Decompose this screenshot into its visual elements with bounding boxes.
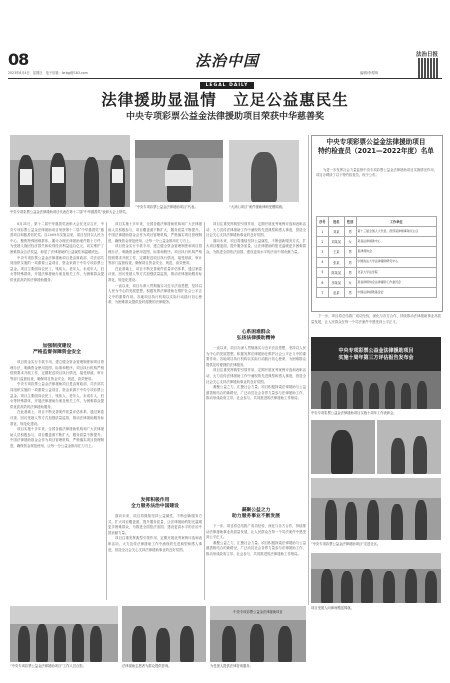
paragraph: 项目注重发挥典型引领作用，定期开展优秀案例评选和表彰活动，大力宣传法律援助工作中涌现的先进典型和感人事迹，营造全社会关心支持法律援助事业的良好氛围。 [206, 368, 306, 384]
editor-credit: 编辑/李煜琦 [360, 71, 379, 75]
nominee-cell: 1 [317, 227, 329, 237]
nominee-cell: 7 [317, 288, 329, 298]
column-divider [106, 222, 107, 600]
nominee-cell: 中国法律援助基金会 [356, 288, 436, 298]
main-headline: 法律援助显温情 立足公益惠民生 [101, 91, 349, 109]
section-heading-2 [206, 330, 306, 342]
nominee-cell: 张某 [328, 257, 344, 267]
nominee-row [317, 247, 437, 257]
article-column-2 [108, 222, 202, 422]
nominee-row [317, 288, 437, 298]
photo-legal-service [210, 606, 306, 662]
nominee-cell: 5 [317, 267, 329, 277]
nominee-row [317, 237, 437, 247]
nominee-row [317, 277, 437, 287]
nominee-row [317, 227, 437, 237]
nominee-cell: 女 [344, 277, 356, 287]
masthead [188, 50, 266, 90]
header-divider [8, 78, 442, 79]
photo-sign-text: 中央专项彩票公益金法律援助项目 [233, 610, 283, 614]
section-heading-text: 心系困难群众 弘扬法律援助精神 [236, 330, 276, 341]
paragraph: 下一步，项目将总结推广成功经验，深化与各方合作，持续推动法律援助事业高质量发展，让人民群众在每一个司法案件中感受到公平正义。 [206, 524, 306, 540]
nominee-row [317, 257, 437, 267]
paragraph: 项目资金实行专款专用，建立健全资金管理制度和项目管理办法，明确资金使用范围、标准和程序。项目执行机构严格按照要求开展工作，定期报送项目执行情况，接受财政、审计等部门监督检查，确保项目资金安全、规范、高效使用。 [108, 244, 202, 266]
photo-public-event [311, 553, 441, 603]
paragraph: 面向未来，项目将继续坚持公益属性，不断创新服务方式，扩大项目覆盖面，提升服务质量，让法律援助的阳光温暖更多困难群众，为推进全面依法治国、建设更高水平的法治中国贡献力量。 [206, 238, 306, 254]
header-meta-left: 2023年6月4日 星期日 电子信箱：fzrbgj@163.com [8, 71, 88, 75]
photo-consultation [311, 420, 375, 474]
photo-award-ceremony [10, 135, 130, 207]
nominee-cell: 王某 [328, 247, 344, 257]
nominee-cell: 4 [317, 257, 329, 267]
paragraph: 凝聚公益之力，汇聚社会力量。项目积极探索法律援助与公益慈善相结合的新路径，广泛动员社会各界力量参与法律援助工作，推动形成政府主导、社会参与、共同推进的法律援助工作格局。 [206, 385, 306, 401]
article-column-3b [206, 346, 306, 496]
nominee-cell: 中国政法大学法律援助研究中心 [356, 257, 436, 267]
paragraph: 项目实施十多年来，全国各级法律援助机构和广大法律援助人员积极参与，项目覆盖面不断扩大，服务质量不断提升。中国法律援助基金会作为项目管理机构，严格落实项目管理制度，确保资金规范使用，让每一分公益金都用在刀刃上。 [10, 427, 104, 448]
paragraph: 面向未来，项目将继续坚持公益属性，不断创新服务方式，扩大项目覆盖面，提升服务质量，让法律援助的阳光温暖更多困难群众，为推进全面依法治国、建设更高水平的法治中国贡献力量。 [108, 514, 202, 535]
article-column-3c [206, 524, 306, 596]
caption-community-visit: “中央专项彩票公益金法律援助项目”走进社区。 [311, 542, 381, 546]
article-column-right [311, 314, 441, 334]
nominee-table [316, 216, 437, 298]
nominee-cell: 北京大学法学院 [356, 267, 436, 277]
photo-volunteer-consult [122, 606, 206, 662]
paragraph: 下一步，项目将总结推广成功经验，深化与各方合作，持续推动法律援助事业高质量发展，让人民群众在每一个司法案件中感受到公平正义。 [311, 314, 441, 324]
nominee-cell: 男 [344, 257, 356, 267]
nominee-cell: 陈某某 [328, 267, 344, 277]
banner-text [311, 348, 441, 362]
qr-code-icon [418, 58, 438, 78]
caption-legal-service: 为受援人提供法律咨询服务。 [210, 664, 253, 668]
article-column-2b [108, 514, 202, 594]
nominee-column-header: 性别 [344, 217, 356, 227]
nominee-intro: 为进一步发挥社会力量监督中央专项彩票公益金法律援助项目实施情况作用，项目办聘请了以下特约检查员，现予公布。 [316, 168, 437, 177]
paragraph: 项目注重发挥典型引领作用，定期开展优秀案例评选和表彰活动，大力宣传法律援助工作中涌现的先进典型和感人事迹，营造全社会关心支持法律援助事业的良好氛围。 [206, 222, 306, 238]
paragraph: 项目实施十多年来，全国各级法律援助机构和广大法律援助人员积极参与，项目覆盖面不断扩大，服务质量不断提升。中国法律援助基金会作为项目管理机构，严格落实项目管理制度，确保资金规范使用，让每一分公益金都用在刀刃上。 [108, 222, 202, 243]
caption-project-representative: “中央专项彩票公益金法律援助项目”代表。 [135, 205, 198, 209]
page-number: 08 [8, 50, 29, 69]
nominee-cell: 某省律师协会法律援助工作委员会 [356, 277, 436, 287]
banner-line2: 实施十周年第三方评估报告发布会 [338, 355, 414, 361]
nominee-column-header: 工作单位 [356, 217, 436, 227]
photo-team [10, 606, 118, 662]
caption-banner-gift: 项目受援人向律师赠送锦旗。 [311, 606, 354, 610]
nominee-cell: 刘某某 [328, 237, 344, 247]
nominee-cell: 2 [317, 237, 329, 247]
nominee-cell: 某省法律援助中心 [356, 237, 436, 247]
paragraph: 一直以来，项目办深入贯彻落实习近平法治思想，坚持以人民为中心的发展思想，积极发挥法律援助在维护社会公平正义中的重要作用。各地项目执行机构以实际行动践行初心使命，为困难群众提供及时便捷的法律服务。 [206, 346, 306, 367]
nominee-cell: 男 [344, 247, 356, 257]
nominee-title-line1: 中央专项彩票公益金法律援助项目 [326, 138, 426, 146]
nominee-cell: 李某某 [328, 277, 344, 287]
paragraph: 在此基础上，项目不断完善案件质量评估体系，通过案卷评查、回访受援人等方式加强质量监管，推动法律援助服务标准化、规范化建设。 [108, 266, 202, 282]
photo-lawyer-banner [229, 140, 299, 202]
paragraph: 在此基础上，项目不断完善案件质量评估体系，通过案卷评查、回访受援人等方式加强质量监管，推动法律援助服务标准化、规范化建设。 [10, 410, 104, 426]
nominee-row [317, 267, 437, 277]
masthead-subtitle: LEGAL DAILY [200, 82, 255, 89]
section-heading-1 [10, 344, 104, 356]
article-column-3 [206, 222, 306, 322]
nominee-cell: 男 [344, 288, 356, 298]
paragraph: 项目注重发挥典型引领作用，定期开展优秀案例评选和表彰活动，大力宣传法律援助工作中涌现的先进典型和感人事迹，营造全社会关心支持法律援助事业的良好氛围。 [108, 536, 202, 552]
section-heading-4 [206, 508, 306, 520]
paragraph: 项目资金实行专款专用，建立健全资金管理制度和项目管理办法，明确资金使用范围、标准和程序。项目执行机构严格按照要求开展工作，定期报送项目执行情况，接受财政、审计等部门监督检查，确保项目资金安全、规范、高效使用。 [10, 360, 104, 381]
section-heading-3 [108, 498, 202, 510]
photo-meeting-room [377, 420, 441, 474]
paragraph: 中央专项彩票公益金法律援助项目是由财政部、司法部共同组织实施的一项重要公益项目，资金来源于中央专项彩票公益金。项目主要面向农民工、残疾人、老年人、未成年人、妇女等特殊群体，开展法律援助办案及相关工作，为困难群众提供优质高效的法律援助服务。 [10, 382, 104, 409]
masthead-title: 法治中国 [194, 52, 259, 70]
nominee-cell: 女 [344, 237, 356, 247]
nominee-cell: 男 [344, 267, 356, 277]
nominee-cell: 某律师协会 [356, 247, 436, 257]
nominee-cell: 第十三届全国人大代表、西部某律师事务所主任 [356, 227, 436, 237]
article-column-1b [10, 360, 104, 596]
nominee-cell: 赵某 [328, 288, 344, 298]
column-divider [204, 222, 205, 600]
nominee-cell: 3 [317, 247, 329, 257]
photo-project-representative [135, 140, 223, 202]
paragraph: 一直以来，项目办深入贯彻落实习近平法治思想，坚持以人民为中心的发展思想，积极发挥法律援助在维护社会公平正义中的重要作用。各地项目执行机构以实际行动践行初心使命，为困难群众提供及时便捷的法律服务。 [108, 283, 202, 305]
paragraph: 中央专项彩票公益金法律援助项目是由财政部、司法部共同组织实施的一项重要公益项目，资金来源于中央专项彩票公益金。项目主要面向农民工、残疾人、老年人、未成年人、妇女等特殊群体，开展法律援助办案及相关工作，为困难群众提供优质高效的法律援助服务。 [10, 255, 104, 282]
section-heading-text: 凝聚公益之力 助力服务事业不断发展 [232, 508, 280, 519]
nominee-cell: 刘某 [328, 227, 344, 237]
paragraph: 凝聚公益之力，汇聚社会力量。项目积极探索法律援助与公益慈善相结合的新路径，广泛动员社会各界力量参与法律援助工作，推动形成政府主导、社会参与、共同推进的法律援助工作格局。 [206, 540, 306, 556]
nominee-column-header: 序号 [317, 217, 329, 227]
paragraph: 8月31日，第十二届中华慈善奖表彰大会在北京召开，中央专项彩票公益金法律援助项目荣获第十二届“中华慈善奖”慈善项目和慈善信托奖。自2009年实施以来，项目坚持以人民为中心，聚焦特殊困难群体，累计办理法律援助案件数十万件，为受援人挽回经济损失和取得经济利益逾百亿元，切实维护了困难群众合法权益，彰显了法律援助的公益属性和温暖底色。 [10, 222, 104, 254]
nominee-cell: 男 [344, 227, 356, 237]
caption-lawyer-banner: “大凉山项目”案件援助律师受赠锦旗。 [229, 205, 286, 209]
column-divider [308, 135, 309, 605]
section-heading-text: 发挥积极作用 全力服务法治中国建设 [131, 498, 179, 509]
caption-volunteer-consult: 法律援助志愿者为群众提供咨询。 [122, 664, 172, 668]
nominee-cell: 6 [317, 277, 329, 287]
nominee-column-header: 姓名 [328, 217, 344, 227]
article-column-1 [10, 222, 104, 338]
caption-award-ceremony: 中央专项彩票公益金法律援助项目代表在第十二届“中华慈善奖”表彰大会上领奖。 [10, 210, 129, 214]
banner-line1: 中央专项彩票公益金法律援助项目 [338, 348, 414, 354]
section-heading-text: 加强制度建设 严格监督保障资金安全 [33, 344, 81, 355]
nominee-box-title [311, 138, 441, 156]
caption-team: “中央专项彩票公益金法律援助项目”工作人员合影。 [10, 664, 86, 668]
nominee-title-line2: 特约检查员（2021—2022年度）名单 [318, 147, 434, 155]
sub-headline: 中央专项彩票公益金法律援助项目荣获中华慈善奖 [125, 112, 324, 122]
photo-community-visit [311, 478, 441, 540]
newspaper-logo: 法治日报 [416, 52, 439, 58]
caption-conference-stage: 中央专项彩票公益金法律援助项目实施十周年工作表彰会。 [311, 411, 397, 415]
photo-conference-stage [311, 337, 441, 409]
